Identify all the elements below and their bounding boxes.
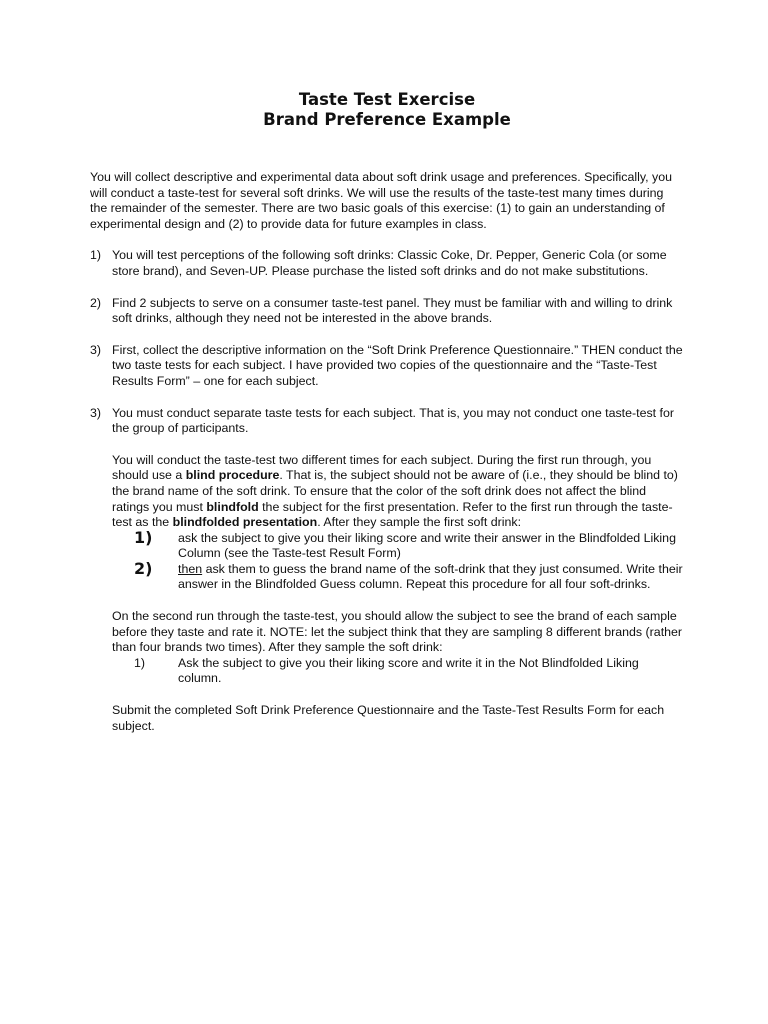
step-item <box>112 558 684 593</box>
text-run: . That is, the subject should not be aware of (i.e., they should be blind to) the brand name of the soft drink. To ensure that the color of the soft drink does not affect the blind ratings you must <box>112 468 678 514</box>
list-item-number: 3) <box>90 405 102 420</box>
closing-paragraph <box>112 703 684 734</box>
step-text: Ask the subject to give you their liking score and write it in the Not Blindfolded Liking column. <box>178 655 639 686</box>
list-item-text: You will test perceptions of the following soft drinks: Classic Coke, Dr. Pepper, Generic Cola (or some store brand), and Seven-UP. Please purchase the listed soft drinks and do not make substitutions. <box>112 248 667 278</box>
step-number: 1) <box>134 655 146 670</box>
step-text: ask the subject to give you their liking score and write their answer in the Blindfolded Liking Column (see the Taste-test Result Form) <box>178 530 676 561</box>
list-item <box>90 248 684 279</box>
step-item <box>112 656 684 687</box>
list-item <box>90 406 684 437</box>
list-item-text: Find 2 subjects to serve on a consumer taste-test panel. They must be familiar with and willing to drink soft drinks, although they need not be interested in the above brands. <box>112 295 673 326</box>
blind-procedure-paragraph <box>112 453 684 531</box>
second-run-paragraph <box>112 609 684 656</box>
blind-procedure-text <box>112 453 684 531</box>
closing-text: Submit the completed Soft Drink Preference Questionnaire and the Taste-Test Results Form for each subject. <box>112 703 665 733</box>
second-run-text: On the second run through the taste-test, you should allow the subject to see the brand of each sample before they taste and rate it. NOTE: let the subject think that they are sampling 8 different brands (rather than four brands two times). After they sample the soft drink: <box>112 609 683 655</box>
text-run: the subject for the first presentation. Refer to the first run through the taste-test as the <box>112 499 673 530</box>
list-item-text: First, collect the descriptive information on the “Soft Drink Preference Questionnaire.” THEN conduct the two taste tests for each subject. I have provided two copies of the questionnaire and the “Taste-Test Results Form” – one for each subject. <box>112 342 683 388</box>
blindfolded-steps <box>112 527 684 593</box>
step-text: ask them to guess the brand name of the soft-drink that they just consumed. Write their answer in the Blindfolded Guess column. Repeat this procedure for all four soft-drinks. <box>178 561 683 592</box>
underlined-word-then: then <box>178 561 203 576</box>
page-title <box>90 90 684 130</box>
title-line-1: Taste Test Exercise <box>298 90 476 109</box>
list-item-text: You must conduct separate taste tests for each subject. That is, you may not conduct one taste-test for the group of participants. <box>112 405 675 436</box>
bold-term-blindfold: blindfold <box>206 499 259 514</box>
step-item <box>112 527 684 562</box>
bold-term-blind-procedure: blind procedure <box>185 468 280 483</box>
step-number: 2) <box>134 558 153 578</box>
document-page <box>90 90 684 734</box>
intro-paragraph: You will collect descriptive and experimental data about soft drink usage and preferences. Specifically, you will conduct a taste-test for several soft drinks. We will use the results of the taste-test many times during the remainder of the semester. There are two basic goals of this exercise: (1) to gain an understanding of experimental design and (2) to provide data for future examples in class. <box>90 170 673 231</box>
title-line-2: Brand Preference Example <box>263 110 511 129</box>
list-item <box>90 343 684 390</box>
list-item-number: 1) <box>90 248 102 263</box>
list-item-number: 3) <box>90 342 102 357</box>
text-run: You will conduct the taste-test two different times for each subject. During the first run through, you should use a <box>112 452 652 483</box>
step-number: 1) <box>134 527 153 547</box>
bold-term-blindfolded-presentation: blindfolded presentation <box>172 515 318 530</box>
list-item-number: 2) <box>90 295 102 310</box>
text-run: . After they sample the first soft drink: <box>317 515 522 530</box>
not-blindfolded-steps <box>112 656 684 687</box>
list-item <box>90 296 684 327</box>
